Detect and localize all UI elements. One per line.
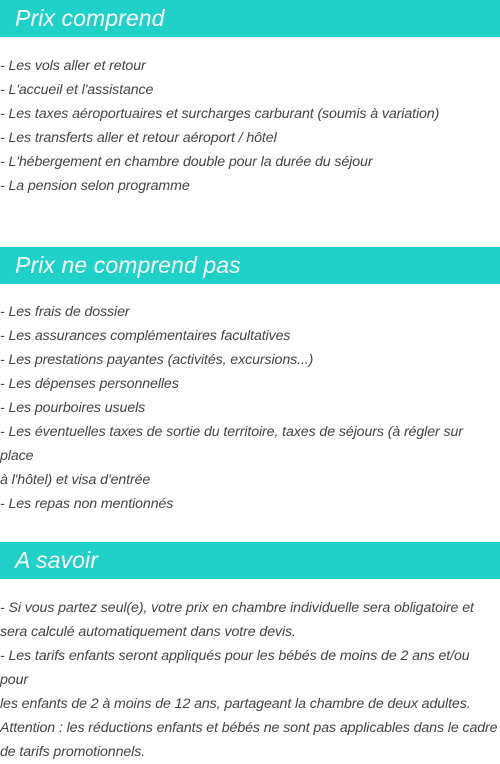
section-a-savoir	[0, 542, 500, 764]
included-list	[0, 37, 500, 198]
list-item: Attention : les réductions enfants et bébés ne sont pas applicables dans le cadre	[0, 720, 498, 736]
list-item: à l'hôtel) et visa d'entrée	[0, 472, 151, 488]
section-title: A savoir	[15, 547, 99, 573]
list-item: - Les assurances complémentaires facultatives	[0, 328, 291, 344]
info-list	[0, 579, 500, 764]
list-item: - Les éventuelles taxes de sortie du territoire, taxes de séjours (à régler sur place	[0, 424, 463, 464]
list-item: - Si vous partez seul(e), votre prix en chambre individuelle sera obligatoire et	[0, 600, 474, 616]
section-prix-comprend	[0, 0, 500, 198]
list-item: - Les vols aller et retour	[0, 58, 146, 74]
list-item: - Les frais de dossier	[0, 304, 130, 320]
list-item: - Les pourboires usuels	[0, 400, 146, 416]
section-prix-ne-comprend-pas	[0, 247, 500, 516]
list-item: - Les tarifs enfants seront appliqués pour les bébés de moins de 2 ans et/ou pour	[0, 648, 470, 688]
excluded-list	[0, 284, 500, 516]
list-item: - Les repas non mentionnés	[0, 496, 174, 512]
section-header	[0, 0, 500, 37]
list-item: les enfants de 2 à moins de 12 ans, partageant la chambre de deux adultes.	[0, 696, 471, 712]
list-item: - Les prestations payantes (activités, excursions...)	[0, 352, 314, 368]
list-item: - L'hébergement en chambre double pour la durée du séjour	[0, 154, 373, 170]
list-item: sera calculé automatiquement dans votre devis.	[0, 624, 296, 640]
section-title: Prix comprend	[15, 5, 165, 31]
list-item: - Les taxes aéroportuaires et surcharges carburant (soumis à variation)	[0, 106, 440, 122]
section-header	[0, 542, 500, 579]
list-item: de tarifs promotionnels.	[0, 744, 146, 760]
list-item: - L'accueil et l'assistance	[0, 82, 154, 98]
list-item: - Les dépenses personnelles	[0, 376, 179, 392]
list-item: - Les transferts aller et retour aéroport / hôtel	[0, 130, 277, 146]
list-item: - La pension selon programme	[0, 178, 190, 194]
section-header	[0, 247, 500, 284]
section-title: Prix ne comprend pas	[15, 252, 241, 278]
